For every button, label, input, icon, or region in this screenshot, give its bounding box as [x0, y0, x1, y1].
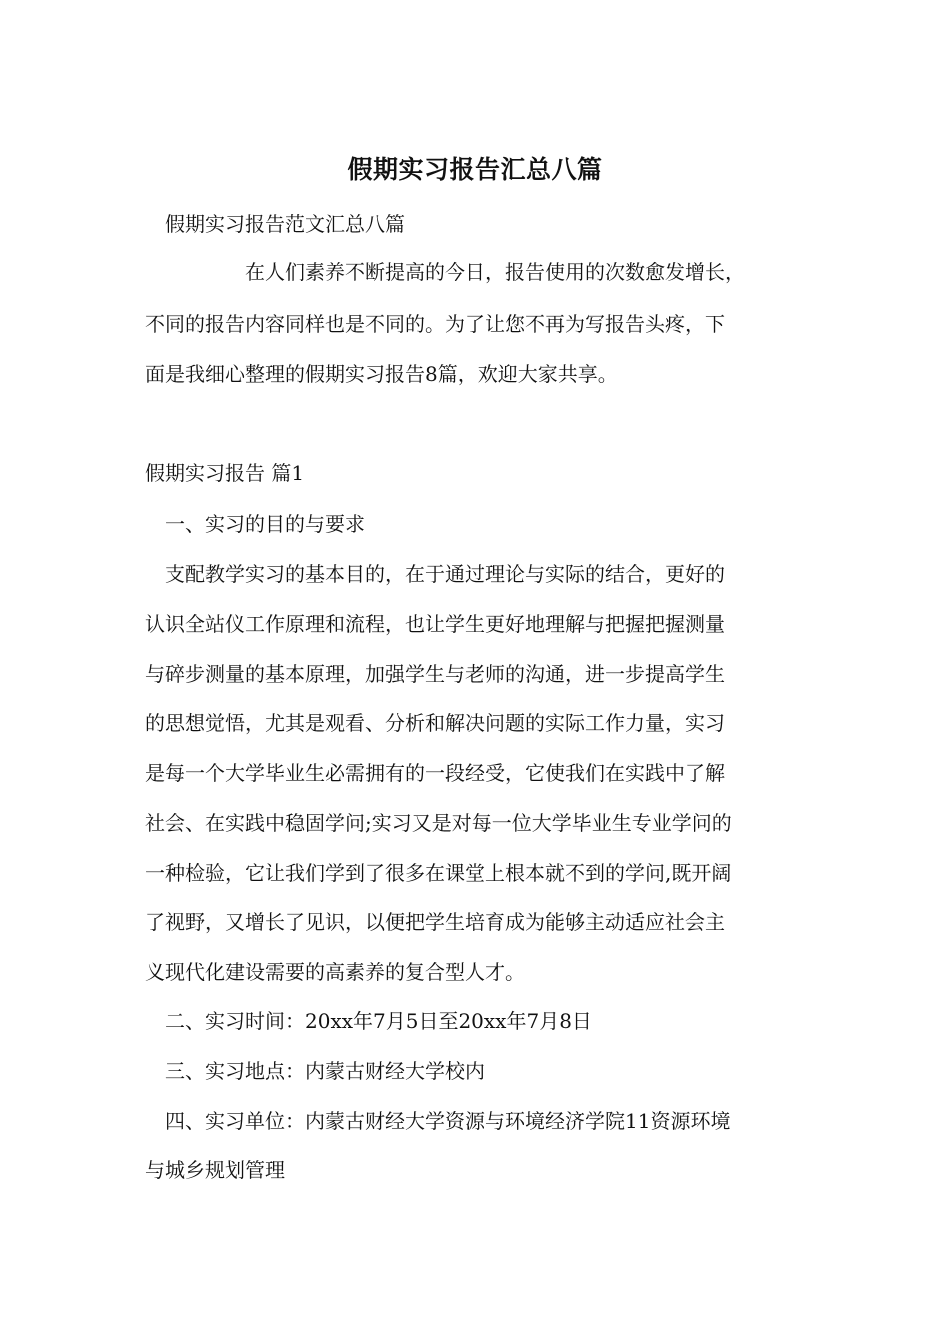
item1-body-line-5: 是每一个大学毕业生必需拥有的一段经受，它使我们在实践中了解 [145, 761, 725, 785]
item1-body-line-7: 一种检验，它让我们学到了很多在课堂上根本就不到的学问,既开阔 [145, 861, 732, 885]
item1-body-line-3: 与碎步测量的基本原理，加强学生与老师的沟通，进一步提高学生 [145, 662, 725, 686]
intro-line-1: 在人们素养不断提高的今日，报告使用的次数愈发增长， [245, 260, 745, 284]
item1-body-line-2: 认识全站仪工作原理和流程，也让学生更好地理解与把握把握测量 [145, 612, 725, 636]
item2-line: 二、实习时间：20xx年7月5日至20xx年7月8日 [165, 1009, 592, 1033]
item1-body-line-1: 支配教学实习的基本目的，在于通过理论与实际的结合，更好的 [165, 562, 725, 586]
item1-heading: 一、实习的目的与要求 [165, 512, 365, 536]
document-title: 假期实习报告汇总八篇 [347, 155, 603, 184]
item1-body-line-9: 义现代化建设需要的高素养的复合型人才。 [145, 960, 525, 984]
intro-line-3: 面是我细心整理的假期实习报告8篇，欢迎大家共享。 [145, 362, 618, 386]
item1-body-line-4: 的思想觉悟，尤其是观看、分析和解决问题的实际工作力量，实习 [145, 711, 725, 735]
item4-line-2: 与城乡规划管理 [145, 1158, 285, 1182]
item1-body-line-8: 了视野，又增长了见识，以便把学生培育成为能够主动适应社会主 [145, 910, 725, 934]
intro-line-2: 不同的报告内容同样也是不同的。为了让您不再为写报告头疼，下 [145, 312, 725, 336]
document-subtitle: 假期实习报告范文汇总八篇 [165, 212, 405, 236]
item3-line: 三、实习地点：内蒙古财经大学校内 [165, 1059, 485, 1083]
item1-body-line-6: 社会、在实践中稳固学问;实习又是对每一位大学毕业生专业学问的 [145, 811, 732, 835]
section-heading: 假期实习报告 篇1 [145, 461, 305, 485]
item4-line-1: 四、实习单位：内蒙古财经大学资源与环境经济学院11资源环境 [165, 1109, 731, 1133]
